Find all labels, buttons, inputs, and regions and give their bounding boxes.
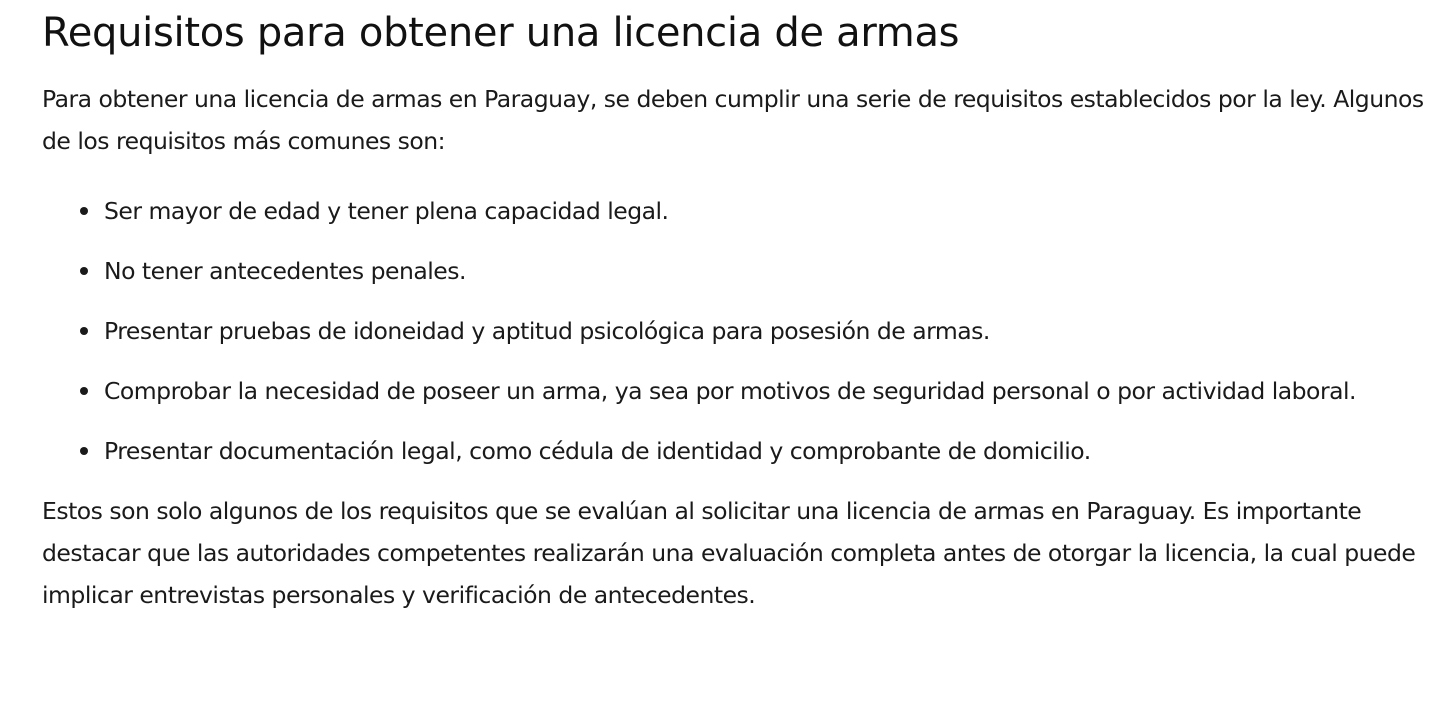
list-item — [42, 310, 1442, 352]
bullet-icon — [80, 207, 88, 215]
list-item-text: Ser mayor de edad y tener plena capacidad legal. — [104, 197, 669, 225]
bullet-icon — [80, 447, 88, 455]
list-item — [42, 430, 1442, 472]
list-item-text: No tener antecedentes penales. — [104, 257, 466, 285]
intro-paragraph: Para obtener una licencia de armas en Paraguay, se deben cumplir una serie de requisitos establecidos por la ley. Algunos de los requisitos más comunes son: — [42, 85, 1424, 155]
bullet-icon — [80, 267, 88, 275]
bullet-icon — [80, 387, 88, 395]
section-heading: Requisitos para obtener una licencia de armas — [42, 10, 960, 56]
list-item-text: Presentar documentación legal, como cédula de identidad y comprobante de domicilio. — [104, 437, 1091, 465]
outro-paragraph: Estos son solo algunos de los requisitos que se evalúan al solicitar una licencia de armas en Paraguay. Es importante destacar que las autoridades competentes realizarán una evaluación completa antes de otorgar la licencia, la cual puede implicar entrevistas personales y verificación de antecedentes. — [42, 497, 1416, 609]
requirements-list — [42, 190, 1442, 472]
bullet-icon — [80, 327, 88, 335]
list-item — [42, 250, 1442, 292]
list-item-text: Presentar pruebas de idoneidad y aptitud psicológica para posesión de armas. — [104, 317, 990, 345]
list-item-text: Comprobar la necesidad de poseer un arma, ya sea por motivos de seguridad personal o por actividad laboral. — [104, 377, 1357, 405]
list-item — [42, 370, 1442, 412]
article — [42, 8, 1442, 616]
list-item — [42, 190, 1442, 232]
